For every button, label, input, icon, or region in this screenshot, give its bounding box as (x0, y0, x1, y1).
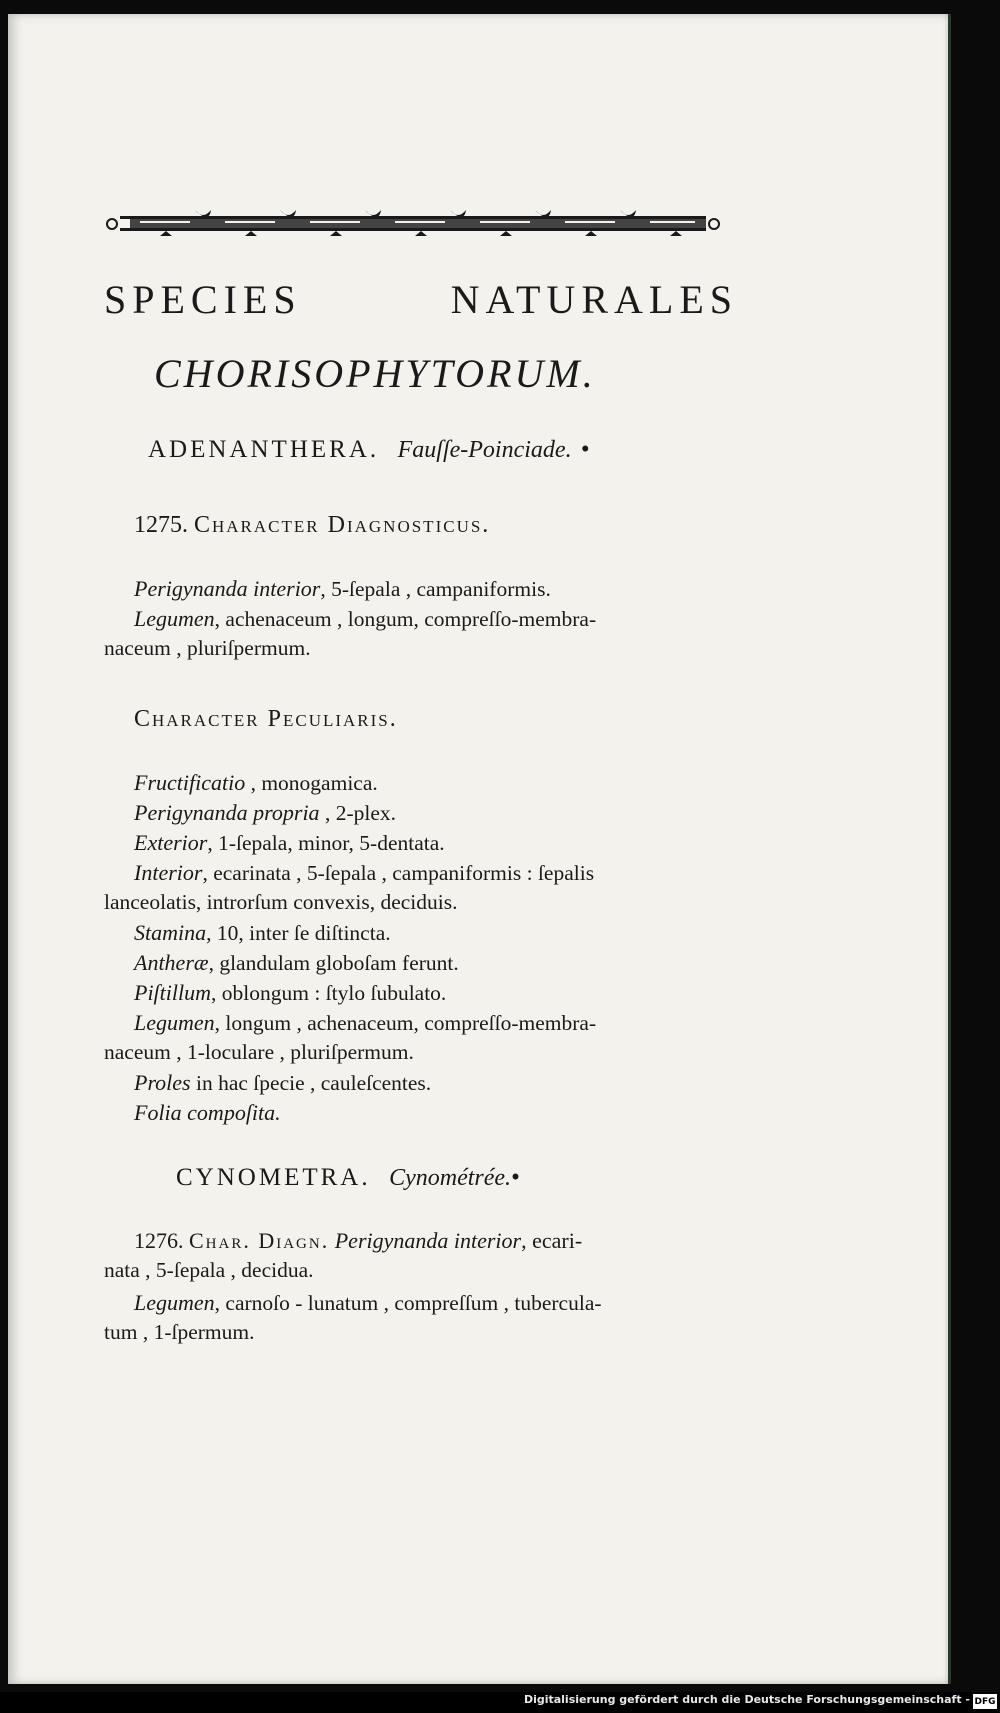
pec-line-8: Piſtillum, oblongum : ſtylo ſubulato. (134, 980, 447, 1005)
genus-common-name: Cynométrée. (389, 1165, 512, 1191)
heading-word-1: SPECIES (104, 277, 302, 322)
genus-name: ADENANTHERA. (148, 436, 380, 463)
diag-line-2: Legumen, achenaceum , longum, compreſſo-membra- (134, 606, 597, 631)
diag-line-1: Perigynanda interior, 5-ſepala , campaniformis. (134, 576, 551, 601)
pec-line-5: lanceolatis, introrſum convexis, deciduis. (104, 890, 458, 914)
section-abbr: Char. Diagn. (189, 1228, 330, 1253)
char-line-4: tum , 1-ſpermum. (104, 1320, 255, 1344)
pec-line-11: Proles in hac ſpecie , cauleſcentes. (134, 1070, 432, 1095)
pec-line-9: Legumen, longum , achenaceum, compreſſo-membra- (134, 1010, 597, 1035)
pec-line-10: naceum , 1-loculare , pluriſpermum. (104, 1040, 414, 1064)
section-number: 1276. (134, 1228, 184, 1253)
genus-name: CYNOMETRA. (176, 1164, 371, 1191)
section-heading-peculiaris (134, 706, 398, 733)
ornamental-border-icon (100, 202, 726, 242)
heading-line-1 (104, 276, 738, 323)
pec-line-2: Perigynanda propria , 2-plex. (134, 800, 396, 825)
diag-line-3: naceum , pluriſpermum. (104, 636, 311, 660)
section-title: Character Diagnosticus. (194, 512, 491, 538)
pec-line-4: Interior, ecarinata , 5-ſepala , campaniformis : ſepalis (134, 860, 595, 885)
heading-word-2: NATURALES (450, 277, 738, 322)
section-heading-1275 (134, 512, 490, 539)
genus-common-name: Fauſſe-Poinciade. (397, 437, 572, 463)
heading-line-2: CHORISOPHYTORUM. (154, 351, 596, 396)
char-line-3: Legumen, carnoſo - lunatum , compreſſum , tubercula- (134, 1290, 602, 1315)
section-title: Character Peculiaris. (134, 706, 398, 732)
pec-line-3: Exterior, 1-ſepala, minor, 5-dentata. (134, 830, 445, 855)
pec-line-12: Folia compoſita. (134, 1100, 281, 1125)
genus-adenanthera (148, 436, 593, 464)
genus-cynometra (176, 1164, 523, 1192)
genus-mark: • (511, 1164, 523, 1191)
char-line-2: nata , 5-ſepala , decidua. (104, 1258, 314, 1282)
dfg-logo: DFG (973, 1694, 997, 1709)
pec-line-6: Stamina, 10, inter ſe diſtincta. (134, 920, 391, 945)
pec-line-1: Fructificatio , monogamica. (134, 770, 378, 795)
pec-line-7: Antheræ, glandulam globoſam ferunt. (134, 950, 459, 975)
genus-mark: • (580, 436, 593, 463)
char-line-1: 1276. Char. Diagn. Perigynanda interior, ecari- (134, 1228, 583, 1253)
section-number: 1275. (134, 512, 188, 538)
book-page (8, 14, 951, 1684)
footer-credit: Digitalisierung gefördert durch die Deutsche Forschungsgemeinschaft - (523, 1693, 970, 1706)
